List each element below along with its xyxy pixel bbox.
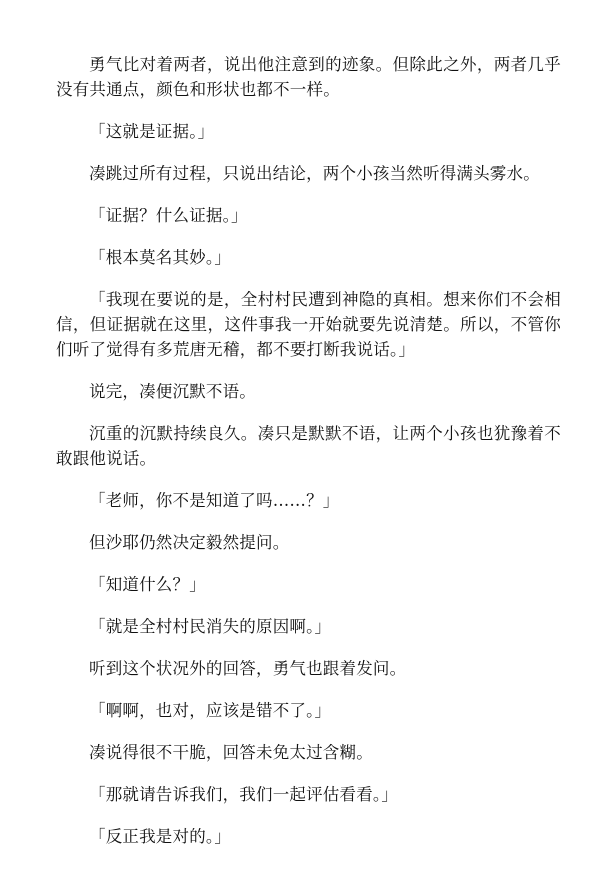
paragraph-12: 「就是全村村民消失的原因啊。」 (89, 617, 332, 636)
paragraph-16: 「那就请告诉我们，我们一起评估看看。」 (89, 785, 399, 804)
paragraph-17: 「反正我是对的。」 (89, 827, 232, 846)
paragraph-14: 「啊啊，也对，应该是错不了。」 (89, 701, 332, 720)
paragraph-2: 「这就是证据。」 (89, 122, 215, 141)
paragraph-11: 「知道什么？」 (89, 575, 206, 594)
paragraph-8: 沉重的沉默持续良久。凑只是默默不语，让两个小孩也犹豫着不敢跟他说话。 (56, 424, 561, 468)
paragraph-1: 勇气比对着两者，说出他注意到的迹象。但除此之外，两者几乎没有共通点，颜色和形状也都不一样。 (56, 55, 561, 99)
paragraph-15: 凑说得很不干脆，回答未免太过含糊。 (89, 743, 373, 762)
paragraph-13: 听到这个状况外的回答，勇气也跟着发问。 (89, 659, 407, 678)
paragraph-5: 「根本莫名其妙。」 (89, 248, 232, 267)
paragraph-6: 「我现在要说的是，全村村民遭到神隐的真相。想来你们不会相信，但证据就在这里，这件事我一开始就要先说清楚。所以，不管你们听了觉得有多荒唐无稽，都不要打断我说话。」 (56, 290, 561, 359)
paragraph-10: 但沙耶仍然决定毅然提问。 (89, 533, 290, 552)
paragraph-9: 「老师，你不是知道了吗……？」 (89, 491, 340, 510)
paragraph-3: 凑跳过所有过程，只说出结论，两个小孩当然听得满头雾水。 (89, 164, 540, 183)
paragraph-4: 「证据？什么证据。」 (89, 206, 248, 225)
paragraph-7: 说完，凑便沉默不语。 (89, 382, 256, 401)
